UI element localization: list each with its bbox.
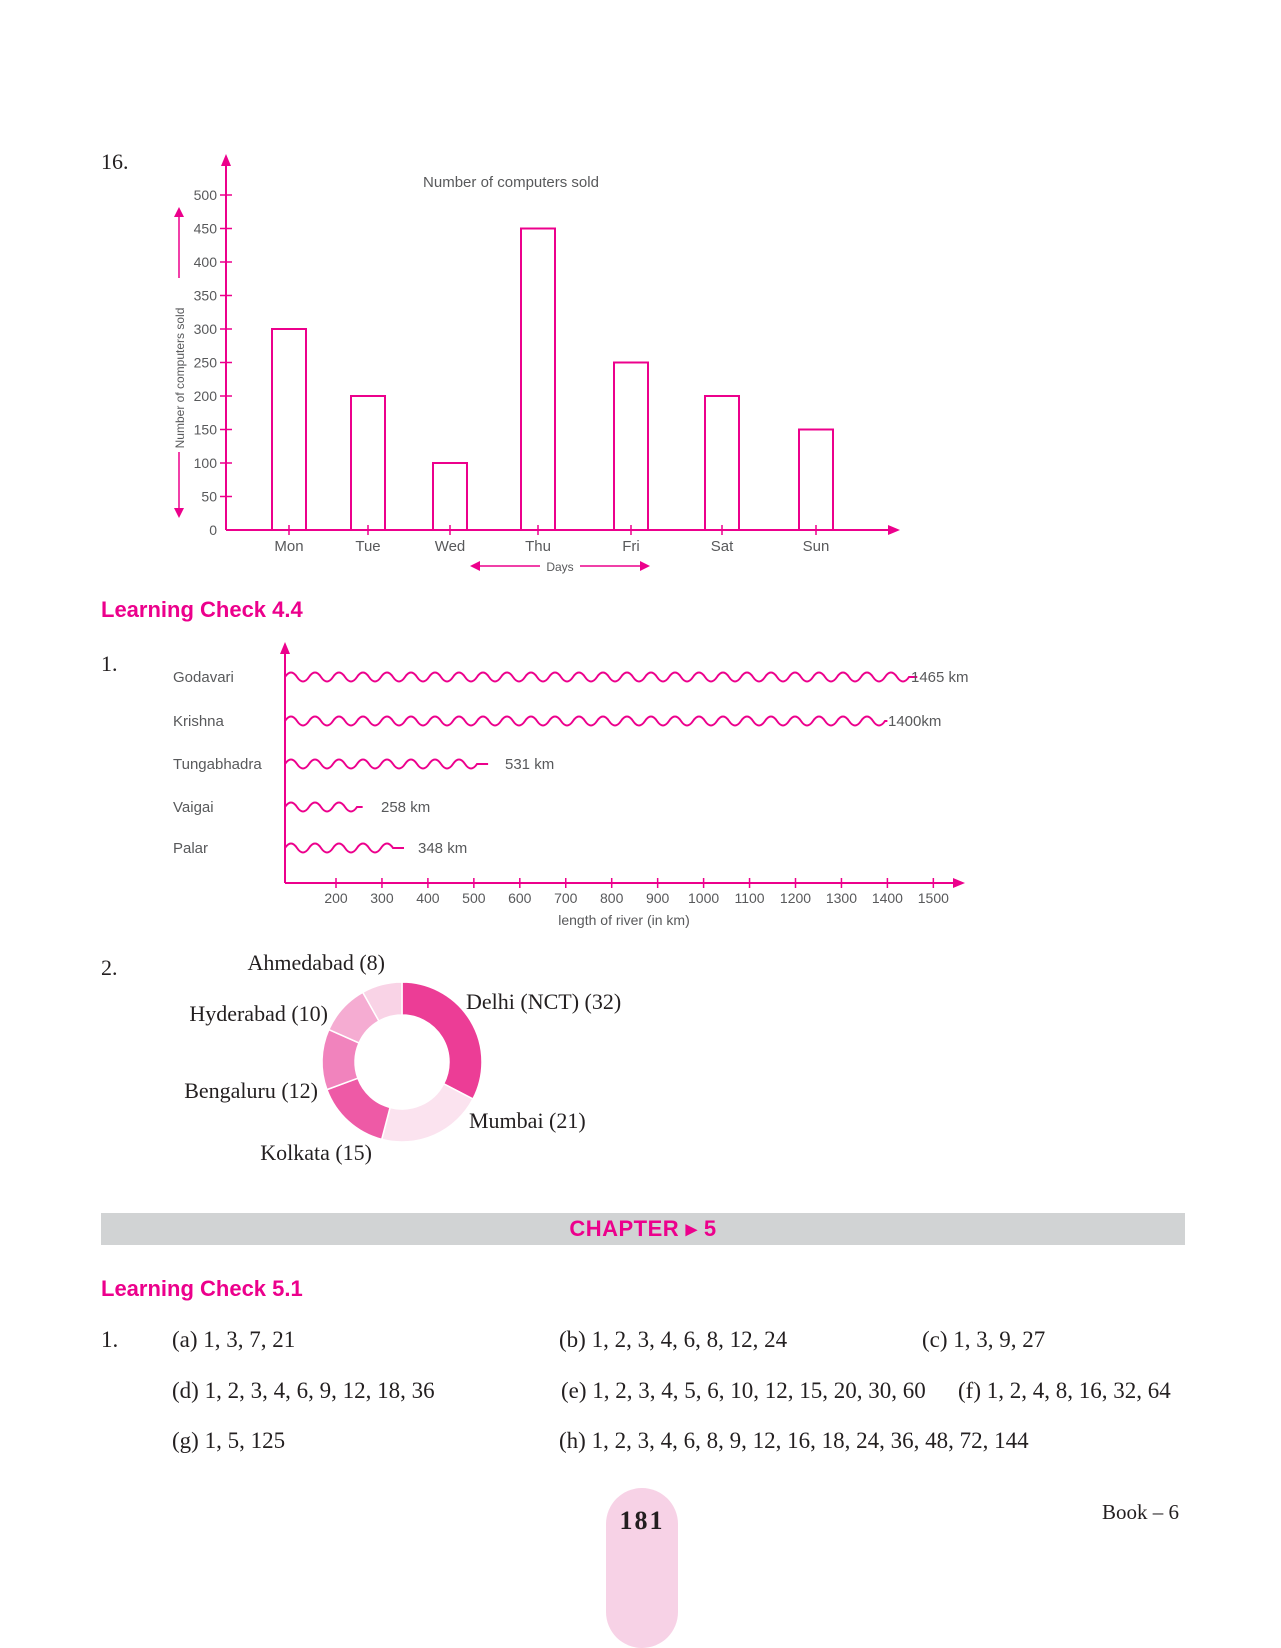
x-tick-label: 1300	[825, 890, 858, 906]
bar-wed	[433, 463, 467, 530]
chapter-banner	[101, 1213, 1185, 1245]
x-tick-label: 1500	[917, 890, 949, 906]
x-axis-label: Days	[546, 560, 574, 574]
slice-label-kolkata: Kolkata (15)	[260, 1140, 372, 1165]
y-axis-arrow	[221, 154, 231, 166]
x-tick-label: Fri	[622, 538, 640, 555]
river-value-label: 348 km	[418, 840, 468, 857]
learning-check-5-1-heading: Learning Check 5.1	[101, 1276, 303, 1301]
answer-h: (h) 1, 2, 3, 4, 6, 8, 9, 12, 16, 18, 24, 36, 48, 72, 144	[559, 1428, 1029, 1453]
chapter-title: CHAPTER ▸ 5	[569, 1216, 717, 1241]
x-tick-label: Sat	[710, 538, 734, 555]
question-number-2: 2.	[101, 955, 118, 980]
bar-tue	[351, 396, 385, 530]
bar-thu	[521, 229, 555, 531]
answer-c: (c) 1, 3, 9, 27	[922, 1327, 1046, 1352]
y-tick-label: 50	[201, 488, 217, 505]
bar-mon	[272, 329, 306, 530]
river-value-label: 1465 km	[911, 669, 969, 686]
river-length-chart	[0, 600, 1281, 940]
slice-label-ahmedabad: Ahmedabad (8)	[247, 950, 385, 975]
y-axis-label: Number of computers sold	[173, 307, 187, 449]
y-tick-label: 150	[193, 421, 217, 438]
x-tick-label: 800	[600, 890, 624, 906]
river-line-vaigai	[285, 803, 363, 812]
answer-a: (a) 1, 3, 7, 21	[172, 1327, 296, 1352]
question-number-1: 1.	[101, 651, 118, 676]
slice-kolkata	[327, 1078, 390, 1139]
computers-bar-chart	[0, 0, 1281, 600]
x-tick-label: Mon	[274, 538, 304, 555]
river-name-godavari: Godavari	[173, 669, 234, 686]
x-tick-label: 1400	[871, 890, 903, 906]
chart-title: Number of computers sold	[423, 174, 599, 191]
answer-f: (f) 1, 2, 4, 8, 16, 32, 64	[958, 1378, 1171, 1403]
y-tick-label: 250	[193, 354, 217, 371]
river-name-palar: Palar	[173, 840, 209, 857]
x-tick-label: 900	[645, 890, 670, 906]
river-line-godavari	[285, 673, 917, 682]
bar-sun	[799, 430, 833, 531]
slice-label-hyderabad: Hyderabad (10)	[189, 1001, 328, 1026]
river-line-palar	[285, 844, 404, 853]
book-label: Book – 6	[1102, 1500, 1180, 1524]
river-line-krishna	[285, 717, 887, 726]
slice-label-bengaluru: Bengaluru (12)	[184, 1078, 318, 1103]
x-tick-label: 400	[416, 890, 440, 906]
slice-label-mumbai: Mumbai (21)	[469, 1108, 586, 1133]
y-tick-label: 300	[193, 321, 217, 337]
x-tick-label: 500	[462, 890, 486, 906]
y-label-arrowhead-down	[174, 508, 184, 518]
river-value-label: 531 km	[505, 756, 555, 773]
page-number-tab	[606, 1488, 678, 1648]
slice-label-delhi-nct-: Delhi (NCT) (32)	[466, 989, 622, 1014]
x-tick-label: Tue	[355, 538, 381, 555]
y-tick-label: 100	[193, 455, 217, 471]
answer-d: (d) 1, 2, 3, 4, 6, 9, 12, 18, 36	[172, 1378, 435, 1403]
y-tick-label: 0	[209, 522, 217, 538]
river-value-label: 258 km	[381, 799, 431, 816]
x-axis-arrow	[953, 878, 965, 888]
x-axis-label: length of river (in km)	[558, 912, 690, 928]
y-tick-label: 200	[193, 388, 217, 404]
answer-e: (e) 1, 2, 3, 4, 5, 6, 10, 12, 15, 20, 30, 60	[561, 1378, 926, 1403]
x-tick-label: 1100	[734, 890, 765, 906]
bar-fri	[614, 363, 648, 531]
x-axis-arrow	[888, 525, 900, 535]
x-tick-label: Sun	[802, 538, 830, 555]
y-tick-label: 350	[193, 287, 217, 304]
y-tick-label: 450	[193, 220, 217, 237]
y-tick-label: 400	[193, 254, 217, 270]
x-tick-label: Thu	[525, 538, 551, 555]
x-label-arrowhead-right	[640, 561, 650, 571]
x-label-arrowhead-left	[470, 561, 480, 571]
y-label-arrowhead-up	[174, 207, 184, 217]
river-name-tungabhadra: Tungabhadra	[173, 756, 262, 773]
river-name-krishna: Krishna	[173, 713, 224, 730]
x-tick-label: 300	[370, 890, 394, 906]
x-tick-label: 200	[324, 890, 348, 906]
question-number-1-ch5: 1.	[101, 1327, 119, 1352]
bar-sat	[705, 396, 739, 530]
river-name-vaigai: Vaigai	[173, 799, 214, 816]
river-value-label: 1400km	[888, 713, 942, 730]
y-axis-arrow	[280, 642, 290, 654]
page-number: 181	[619, 1506, 665, 1535]
x-tick-label: 600	[508, 890, 532, 906]
y-tick-label: 500	[193, 187, 217, 203]
learning-check-4-4-heading: Learning Check 4.4	[101, 597, 303, 622]
answer-b: (b) 1, 2, 3, 4, 6, 8, 12, 24	[559, 1327, 788, 1352]
question-number-16: 16.	[101, 149, 129, 174]
x-tick-label: 1000	[688, 890, 720, 906]
x-tick-label: Wed	[434, 538, 466, 555]
answer-g: (g) 1, 5, 125	[172, 1428, 286, 1453]
slice-mumbai	[382, 1084, 473, 1142]
x-tick-label: 1200	[779, 890, 812, 906]
x-tick-label: 700	[554, 890, 578, 906]
river-line-tungabhadra	[285, 760, 488, 769]
cities-donut-chart	[0, 940, 1281, 1180]
